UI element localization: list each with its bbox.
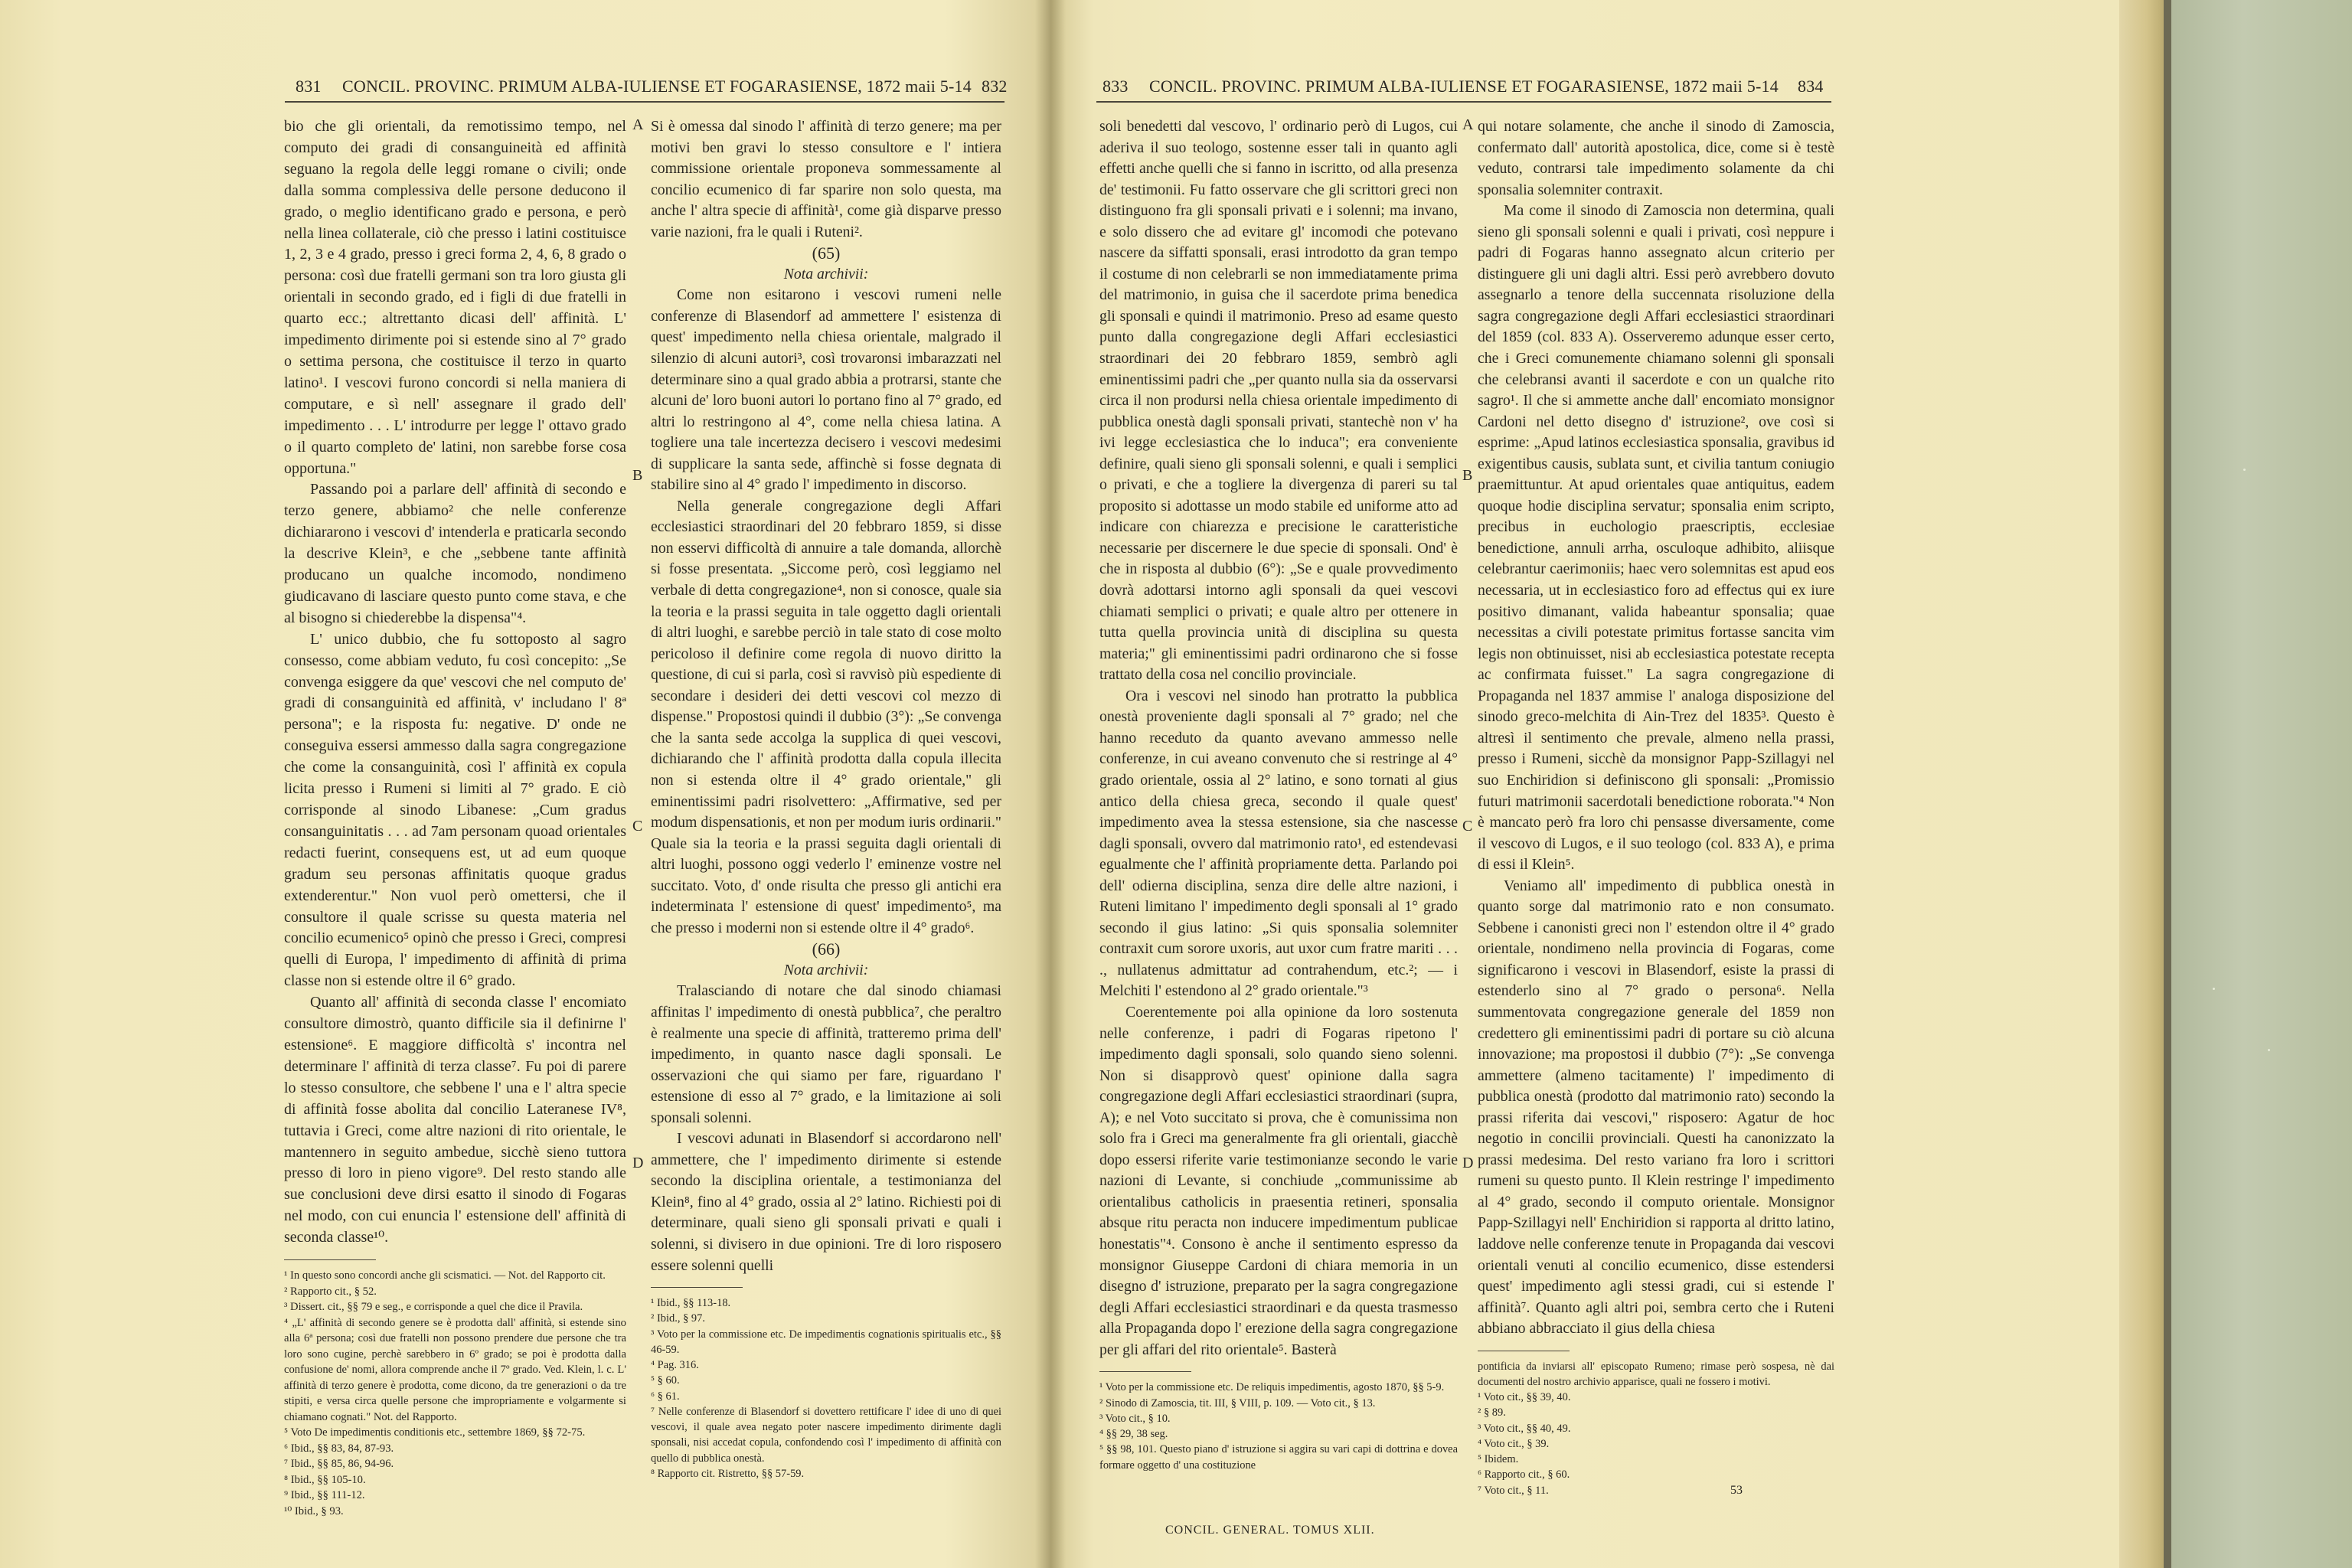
- paragraph: I vescovi adunati in Blasendorf si accordarono nell' ammettere, che l' impedimento dirimente si estende secondo la disciplina orientale, a testimonianza del Klein⁸, fino al 4° grado, ossia al 2° latino. Richiesti poi di determinare, quali sieno gli sponsali privati e quali i solenni, si divisero in due opinioni. Tre di loro risposero essere solenni quelli: [651, 1130, 1001, 1274]
- background-speck: [2213, 988, 2215, 990]
- footnote: ⁹ Ibid., §§ 111-12.: [284, 1489, 365, 1502]
- right-column-1-footnotes: [1099, 1380, 1458, 1473]
- right-column-2-footnotes: [1478, 1359, 1834, 1498]
- footnote-rule: [651, 1287, 743, 1288]
- footnote: ² Sinodo di Zamoscia, tit. III, § VIII, p. 109. — Voto cit., § 13.: [1099, 1396, 1376, 1410]
- right-column-2: [1478, 116, 1834, 1498]
- paragraph: Ma come il sinodo di Zamoscia non determina, quali sieno gli sponsali solenni e quali i privati, così neppure i padri di Fogaras hanno assegnato alcun criterio per distinguere gli uni dagli altri. Essi però avrebbero dovuto assegnarlo a tenore della succennata risoluzione della sagra congregazione degli Affari ecclesiastici straordinari del 1859 (col. 833 A). Osserveremo adunque esser certo, che i Greci comunemente chiamano solenni gli sponsali che celebransi avanti il sacerdote e con un qualche rito sagro¹. Il che si ammette anche dall' encomiato monsignor Cardoni nel detto disegno d' istruzione², ove così si esprime: „Apud latinos ecclesiastica sponsalia, gravibus id exigentibus causis, sublata sunt, et civilia tantum coniugio praemittuntur. At apud orientales quae antiquitus, eadem quoque hodie disciplina servatur; sponsalia enim scripto, precibus in euchologio praescriptis, ecclesiae benedictione, annuli arrha, osculoque adhibito, aliisque celebrantur caerimoniis; haec vero solemnitas est apud eos necessaria, ut in ecclesiastico foro ad effectus qui ex iure positivo dimanant, valida habeantur sponsalia; quae necessitas a civili potestate primitus fortasse sancita vim legis non obtinuisset, nisi ab ecclesiastica potestate recepta ac confirmata fuisset." La sagra congregazione di Propaganda nel 1837 ammise l' analoga disposizione del sinodo greco-melchita di Ain-Trez del 1835³. Questo è altresì il sentimento che prevale, almeno nella prassi, presso i Rumeni, sicchè da monsignor Papp-Szillagyi nel suo Enchiridion si definiscono gli sponsali: „Promissio futuri matrimonii sacerdotali benedictione roborata."⁴ Non è mancato però fra loro chi pensasse diversamente, come il vescovo di Lugos, e il suo teologo (col. 833 A), e prima di essi il Klein⁵.: [1478, 202, 1834, 874]
- left-column-2-footnotes: [651, 1295, 1001, 1481]
- footnote-rule: [1099, 1371, 1191, 1372]
- footnote: ³ Dissert. cit., §§ 79 e seg., e corrisponde a quel che dice il Pravila.: [284, 1301, 583, 1314]
- paragraph: Quanto all' affinità di seconda classe l' encomiato consultore dimostrò, quanto difficile sia il definirne l' estensione⁶. E maggiore difficoltà s' incontra nel determinare l' affinità di terza classe⁷. Fu poi di parere lo stesso consultore, che sebbene l' una e l' altra specie di affinità fosse abolita dal concilio Lateranese IV⁸, tuttavia i Greci, come altre nazioni di rito orientale, le mantennero in seguito ambedue, sicchè sieno tuttora presso di loro in pieno vigore⁹. Del resto stando alle sue conclusioni deve dirsi esatto il sinodo di Fogaras nel modo, con cui enuncia l' estensione dell' affinità di seconda classe¹⁰.: [284, 994, 626, 1246]
- margin-letter: C: [632, 818, 643, 835]
- footnote: ¹ Voto per la commissione etc. De reliquis impedimentis, agosto 1870, §§ 5-9.: [1099, 1381, 1445, 1394]
- paragraph: qui notare solamente, che anche il sinodo di Zamoscia, confermato dall' autorità apostolica, dice, come si è testè veduto, contrarsi tale impedimento solamente da chi sponsalia solemniter contraxit.: [1478, 118, 1834, 198]
- paragraph: Nella generale congregazione degli Affari ecclesiastici straordinari del 20 febbraro 1859, si disse non esservi difficoltà di annuire a tale domanda, allorchè si fosse presentata. „Siccome però, così leggiamo nel verbale di detta congregazione⁴, non si conosce, quale sia la teoria e la prassi seguita in tale oggetto dagli orientali di altri luoghi, e sarebbe perciò in tale stato di cose molto pericoloso il definire come regola di nuovo diritto la questione, di cui si parla, così si ravvisò più espediente di secondare i desideri dei detti vescovi col mezzo di dispense." Propostosi quindi il dubbio (3°): „Se convenga che la santa sede accolga la supplica di quei vescovi, dichiarando che l' affinità prodotta dalla copula illecita non si estenda oltre il 4° grado orientale," gli eminentissimi padri risolvettero: „Affirmative, sed per modum dispensationis, et non per modum iuris ordinarii." Quale sia la teoria e la prassi seguita dagli orientali di altri luoghi, possono oggi vederlo l' eminenze vostre nel succitato. Voto, d' onde risulta che presso gli antichi era indeterminata l' estensione di quest' impedimento⁵, ma che presso i moderni non si estende oltre il 4° grado⁶.: [651, 497, 1001, 936]
- footnote: ⁴ Voto cit., § 39.: [1478, 1437, 1550, 1450]
- paragraph: soli benedetti dal vescovo, l' ordinario però di Lugos, cui aderiva il suo teologo, sostenne esser tali in quanto agli effetti anche quelli che si fanno in iscritto, od alla presenza de' testimonii. Fu fatto osservare che gli scrittori greci non distinguono fra gli sponsali privati e i solenni; ma invano, e solo dissero che ad evitare gl' incomodi che potevano nascere da siffatti sponsali, erasi introdotto da gran tempo il costume di non celebrarli se non immediatamente prima del matrimonio, in guisa che il sacerdote prima benedica gli sponsali e quindi il matrimonio. Preso ad esame questo punto dalla congregazione degli Affari ecclesiastici straordinari dei 20 febbraro 1859, sembrò agli eminentissimi padri che „per quanto nulla sia da osservarsi circa il non prodursi nella chiesa orientale impedimento di pubblica onestà dagli sponsali privati, stantechè non v' ha ivi legge ecclesiastica che lo induca"; era conveniente definire, quali sieno gli sponsali solenni, e quali i semplici o privati, e che a togliere la divergenza di pareri su tal proposito si adottasse un modo stabile ed uniforme atto ad indicare con chiarezza e precisione le caratteristiche necessarie per discernere le due specie di sponsali. Ond' è che in risposta al dubbio (6°): „Se e quale provvedimento dovrà adottarsi intorno agli sponsali da quei vescovi chiamati semplici o privati; e quale altro per ottenere in tutta quella provincia unità di disciplina su questa materia;" gli eminentissimi padri ordinarono che si fosse trattato della cosa nel concilio provinciale.: [1099, 118, 1458, 684]
- left-running-title: CONCIL. PROVINC. PRIMUM ALBA-IULIENSE ET FOGARASIENSE, 1872 maii 5-14: [342, 77, 972, 96]
- margin-letter: B: [632, 467, 643, 484]
- footnote: ⁵ § 60.: [651, 1374, 680, 1387]
- footnote: ¹ In questo sono concordi anche gli scismatici. — Not. del Rapporto cit.: [284, 1269, 606, 1282]
- margin-letter: A: [632, 116, 644, 133]
- right-column-1: [1099, 116, 1458, 1473]
- footnote: ¹ Ibid., §§ 113-18.: [651, 1297, 731, 1310]
- right-page-number-b: 834: [1798, 77, 1824, 96]
- footnote: ³ Voto cit., § 10.: [1099, 1412, 1171, 1425]
- book-cover-edge: [2164, 0, 2171, 1568]
- paragraph: Ora i vescovi nel sinodo han protratto la pubblica onestà proveniente dagli sponsali al 7° grado; nel che hanno receduto da quanto avevano ammesso nelle conferenze, in cui aveano convenuto che si restringe al 4° grado orientale, ossia al 2° latino, e sono tornati al gius antico della chiesa greca, secondo il quale quest' impedimento avea la stessa estensione, sia che nascesse dagli sponsali, ovvero dal matrimonio rato¹, ed estendevasi egualmente che l' affinità propriamente detta. Parlando poi dell' odierna disciplina, senza dire delle altre nazioni, i Ruteni limitano l' impedimento degli sponsali al 1° grado secondo il gius latino: „Si quis sponsalia solemniter contraxit cum sorore uxoris, aut uxor cum fratre mariti . . . ., nullatenus admittatur ad contrahendum, etc.²; — i Melchiti l' estendono al 2° grado orientale."³: [1099, 687, 1458, 1000]
- footnote: ¹ Voto cit., §§ 39, 40.: [1478, 1391, 1571, 1404]
- background-speck: [2243, 469, 2246, 471]
- left-column-1-footnotes: [284, 1268, 626, 1519]
- margin-letter: A: [1462, 116, 1474, 133]
- footnote: ⁶ Ibid., §§ 83, 84, 87-93.: [284, 1442, 394, 1455]
- footnote: pontificia da inviarsi all' episcopato Rumeno; rimase però sospesa, nè dai documenti del nostro archivio apparisce, quali ne fossero i motivi.: [1478, 1360, 1834, 1388]
- left-header-rule: [285, 101, 1004, 103]
- footnote: ⁶ Rapporto cit., § 60.: [1478, 1468, 1570, 1481]
- left-column-2: [651, 116, 1001, 1481]
- right-running-title: CONCIL. PROVINC. PRIMUM ALBA-IULIENSE ET FOGARASIENSE, 1872 maii 5-14: [1149, 77, 1779, 96]
- margin-letter: B: [1462, 467, 1473, 484]
- margin-letter: C: [1462, 818, 1473, 835]
- paragraph: L' unico dubbio, che fu sottoposto al sagro consesso, come abbiam veduto, fu così concepito: „Se convenga esiggere da que' vescovi che nel computo de' gradi di consanguinità ed affinità, v' includano l' 8ª persona"; e la risposta fu: negative. D' onde ne conseguiva essersi ammesso dalla sagra congregazione che come la consanguinità, così l' affinità ex copula licita presso i Rumeni si limiti al 7° grado. E ciò corrisponde al sinodo Libanese: „Cum gradus consanguinitatis . . . ad 7am personam quoad orientales redacti fuerint, consequens est, ut ad eum quoque gradum seu personas affinitatis quoque gradus extenderentur." Non vuol però omettersi, che il consultore il quale scrisse su questa materia nel concilio ecumenico⁵ opinò che presso i Greci, compresi quelli di Europa, l' impedimento di affinità di prima classe non si estende oltre il 6° grado.: [284, 630, 626, 990]
- footnote: ⁷ Ibid., §§ 85, 86, 94-96.: [284, 1458, 394, 1471]
- footnote-rule: [284, 1259, 376, 1260]
- footnote: ⁷ Voto cit., § 11.: [1478, 1484, 1549, 1497]
- footnote: ⁸ Rapporto cit. Ristretto, §§ 57-59.: [651, 1467, 805, 1480]
- archive-note-label: Nota archivii:: [783, 961, 869, 978]
- footnote: ⁴ „L' affinità di secondo genere se è prodotta dall' affinità, si estende sino alla 6ª persona; così due fratelli non possono prendere due persone che tra loro sono cugine, perchè sarebbero in 6º grado; se poi è prodotta dalla confusione de' nomi, allora comprende anche il 7º grado. Ved. Klein, l. c. L' affinità di terzo genere è prodotta, come dicono, da tre generazioni o da tre stipiti, e versa circa quelle persone che impropriamente e volgarmente si chiamano cognati." Not. del Rapporto.: [284, 1316, 626, 1423]
- paragraph: Passando poi a parlare dell' affinità di secondo e terzo genere, abbiamo² che nelle conferenze dichiararono i vescovi d' intenderla e praticarla secondo la descrive Klein³, e che „sebbene tante affinità producano un qualche incomodo, nondimeno giudicavano di lasciare questo punto come stava, e che al bisogno si chiederebbe la dispensa"⁴.: [284, 481, 626, 626]
- footnote: ⁵ Ibidem.: [1478, 1453, 1519, 1466]
- paragraph: Come non esitarono i vescovi rumeni nelle conferenze di Blasendorf ad ammettere l' esistenza di quest' impedimento nella chiesa orientale, malgrado il silenzio di alcuni autori³, così trovaronsi imbarazzati nel determinare sino a qual grado abbia a protrarsi, stante che alcuni de' loro buoni autori lo portano fino al 7° grado, ed altri lo restringono al 4°, come nella chiesa latina. A togliere una tale incertezza decisero i vescovi medesimi di supplicare la santa sede, affinchè si fosse degnata di stabilire sino al 4° grado l' impedimento in discorso.: [651, 286, 1001, 494]
- right-page-number-a: 833: [1102, 77, 1129, 96]
- sheet-number: 53: [1730, 1484, 1743, 1497]
- footnote: ⁵ §§ 98, 101. Questo piano d' istruzione si aggira su vari capi di dottrina e dovea formare oggetto d' una costituzione: [1099, 1443, 1458, 1472]
- section-number: (65): [812, 243, 841, 263]
- footnote: ² § 89.: [1478, 1406, 1506, 1419]
- footnote: ³ Voto per la commissione etc. De impedimentis cognationis spiritualis etc., §§ 46-59.: [651, 1328, 1001, 1356]
- right-header-rule: [1096, 101, 1831, 103]
- left-column-1: [284, 116, 626, 1519]
- background-speck: [2268, 1049, 2270, 1051]
- footnote: ³ Voto cit., §§ 40, 49.: [1478, 1422, 1571, 1435]
- background-surface: [2171, 0, 2352, 1568]
- paragraph: Tralasciando di notare che dal sinodo chiamasi affinitas l' impedimento di onestà pubblica⁷, che peraltro è realmente una specie di affinità, tratteremo prima dell' impedimento, in quanto nasce dagli sponsali. Le osservazioni che qui siamo per fare, riguardano l' estensione di esso al 7° grado, e la limitazione ai soli sponsali solenni.: [651, 982, 1001, 1126]
- left-page: [0, 0, 1050, 1568]
- footnote: ² Ibid., § 97.: [651, 1312, 705, 1325]
- left-page-number-a: 831: [296, 77, 322, 96]
- right-page: [1050, 0, 2119, 1568]
- footnote: ¹⁰ Ibid., § 93.: [284, 1504, 344, 1517]
- margin-letter: D: [632, 1155, 644, 1171]
- footnote: ² Rapporto cit., § 52.: [284, 1285, 377, 1298]
- margin-letter: D: [1462, 1155, 1474, 1171]
- footnote: ⁴ §§ 29, 38 seg.: [1099, 1428, 1168, 1441]
- footnote: ⁵ Voto De impedimentis conditionis etc., settembre 1869, §§ 72-75.: [284, 1426, 586, 1439]
- footnote: ⁷ Nelle conferenze di Blasendorf si dovettero rettificare l' idee di uno di quei vescovi, il quale avea negato poter nascere impedimento dirimente dagli sponsali, nisi accedat copula, confondendo così l' impedimento di affinità con quello di pubblica onestà.: [651, 1405, 1001, 1465]
- book-gutter: [1035, 0, 1066, 1568]
- book-page-edges: [2119, 0, 2165, 1568]
- paragraph: bio che gli orientali, da remotissimo tempo, nel computo dei gradi di consanguineità ed affinità seguano la regola delle leggi romane o civili; onde dalla somma complessiva delle persone deducono il grado, o meglio identificano grado e persona, e però nella linea collaterale, ciò che presso i latini costituisce 1, 2, 3 e 4 grado, presso i greci forma 2, 4, 6, 8 grado o persona: così due fratelli germani son tra loro giusta gli orientali in secondo grado, ed i figli di due fratelli in quarto ecc.; altrettanto dicasi dell' affinità. L' impedimento dirimente poi si estende sino al 7° grado o settima persona, che costituisce il terzo in quarto latino¹. I vescovi furono concordi si nella maniera di computare, e sì nell' assegnare il grado dell' impedimento . . . L' introdurre per legge l' ottavo grado o il quarto completo de' latini, non sarebbe forse cosa opportuna.": [284, 118, 626, 477]
- footnote: ⁶ § 61.: [651, 1390, 680, 1403]
- archive-note-label: Nota archivii:: [783, 265, 869, 283]
- section-number: (66): [812, 939, 841, 959]
- paragraph: Coerentemente poi alla opinione da loro sostenuta nelle conferenze, i padri di Fogaras ripetono l' impedimento dagli sponsali, solo quando sieno solenni. Non si disapprovò quest' opinione dalla sagra congregazione degli Affari ecclesiastici straordinari (supra, A); e nel Voto succitato si prova, che è comunissima non solo fra i Greci ma generalmente fra gli orientali, giacchè dopo essersi riferite varie testimonianze secondo le varie nazioni di Levante, si conchiude „communissime ab orientalibus catholicis in praesentia retineri, sponsalia absque ritu peracta non inducere impedimentum publicae honestatis"⁴. Consono è anche il sentimento espresso da monsignor Giuseppe Cardoni di chiara memoria in un disegno d' istruzione, preparato per la sagra congregazione degli Affari ecclesiastici straordinari e da questa trasmesso alla Propaganda dopo l' erezione della sagra congregazione per gli affari del rito orientale⁵. Basterà: [1099, 1003, 1458, 1358]
- footnote: ⁴ Pag. 316.: [651, 1359, 699, 1372]
- paragraph: Si è omessa dal sinodo l' affinità di terzo genere; ma per motivi ben gravi lo stesso consultore e l' intiera commissione orientale proponeva sommessamente al concilio ecumenico di far sparire non solo questa, ma anche l' altra specie di affinità¹, come già disparve presso varie nazioni, fra le quali i Ruteni².: [651, 118, 1001, 240]
- paragraph: Veniamo all' impedimento di pubblica onestà in quanto sorge dal matrimonio rato e non consumato. Sebbene i canonisti greci non l' estendon oltre il 4° grado orientale, nondimeno nella provincia di Fogaras, come significarono i vescovi in Blasendorf, esiste la prassi di estenderlo sino al 7° grado o persona⁶. Nella summentovata congregazione generale del 1859 non credettero gli eminentissimi padri di portare su ciò alcuna innovazione; ma propostosi il dubbio (7°): „Se convenga ammettere (almeno tacitamente) l' impedimento di pubblica onestà (prodotto dal matrimonio rato) secondo la prassi riferita dai vescovi," risposero: Agatur de hoc negotio in concilii provinciali. Questi ha canonizzato la prassi medesima. Del resto variano fra loro i scrittori rumeni su questo punto. Il Klein restringe l' impedimento al 4° grado, secondo il computo orientale. Monsignor Papp-Szillagyi nell' Enchiridion si rapporta al dritto latino, laddove nelle conferenze tenute in Propaganda dai vescovi orientali venuti al concilio ecumenico, disse estendersi quest' impedimento agli stessi gradi, cui si estende l' affinità⁷. Quanto agli altri poi, sembra certo che i Ruteni abbiano abbracciato il gius della chiesa: [1478, 877, 1834, 1338]
- footnote: ⁸ Ibid., §§ 105-10.: [284, 1473, 366, 1486]
- left-page-number-b: 832: [982, 77, 1008, 96]
- volume-signature: CONCIL. GENERAL. TOMUS XLII.: [1165, 1524, 1375, 1537]
